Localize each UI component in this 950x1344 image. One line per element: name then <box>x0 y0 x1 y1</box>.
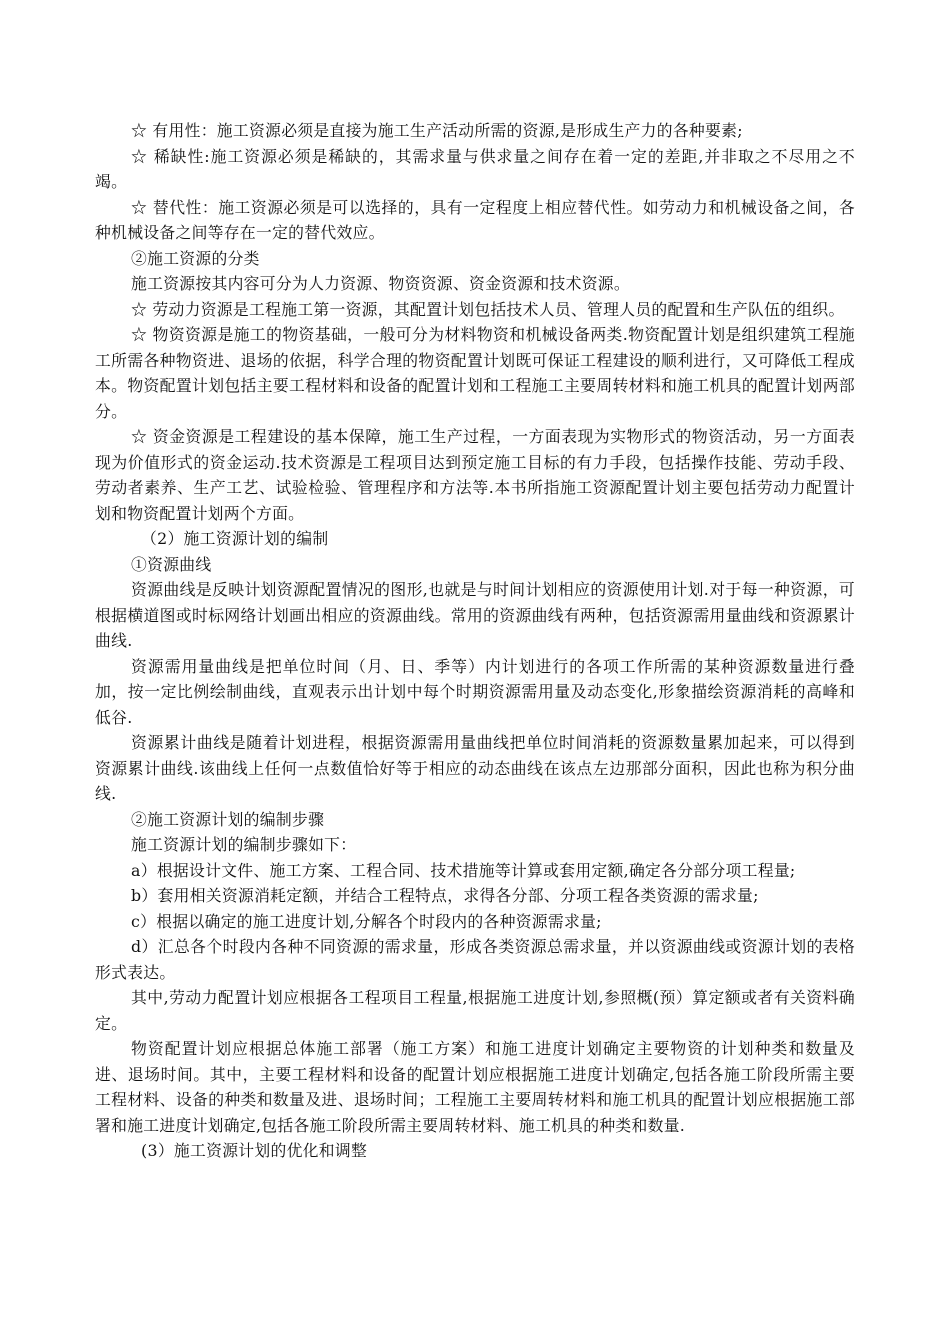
heading-compilation-steps: ②施工资源计划的编制步骤 <box>131 809 325 829</box>
paragraph-substitutability: ☆ 替代性：施工资源必须是可以选择的，具有一定程度上相应替代性。如劳动力和机械设备之间，各种机械设备之间等存在一定的替代效应。 <box>95 197 855 242</box>
heading-resource-classification: ②施工资源的分类 <box>131 248 260 268</box>
paragraph-material-resource: ☆ 物资资源是施工的物资基础，一般可分为材料物资和机械设备两类.物资配置计划是组织建筑工程施工所需各种物资进、退场的依据，科学合理的物资配置计划既可保证工程建设的顺利进行，又可降低工程成本。物资配置计划包括主要工程材料和设备的配置计划和工程施工主要周转材料和施工机具的配置计划两部分。 <box>95 325 855 421</box>
paragraph-steps-intro: 施工资源计划的编制步骤如下： <box>131 835 357 854</box>
paragraph-usefulness: ☆ 有用性：施工资源必须是直接为施工生产活动所需的资源,是形成生产力的各种要素; <box>131 121 743 140</box>
heading-optimization: (3）施工资源计划的优化和调整 <box>141 1141 368 1160</box>
paragraph-labor-plan: 其中,劳动力配置计划应根据各工程项目工程量,根据施工进度计划,参照概(预）算定额或者有关资料确定。 <box>95 988 855 1033</box>
paragraph-capital-resource: ☆ 资金资源是工程建设的基本保障，施工生产过程，一方面表现为实物形式的物资活动，另一方面表现为价值形式的资金运动.技术资源是工程项目达到预定施工目标的有力手段，包括操作技能、劳动手段、劳动者素养、生产工艺、试验检验、管理程序和方法等.本书所指施工资源配置计划主要包括劳动力配置计划和物资配置计划两个方面。 <box>95 427 855 523</box>
paragraph-classification-intro: 施工资源按其内容可分为人力资源、物资资源、资金资源和技术资源。 <box>131 274 631 293</box>
paragraph-scarcity: ☆ 稀缺性:施工资源必须是稀缺的，其需求量与供求量之间存在着一定的差距,并非取之不尽用之不竭。 <box>95 146 855 191</box>
paragraph-resource-curve: 资源曲线是反映计划资源配置情况的图形,也就是与时间计划相应的资源使用计划.对于每一种资源，可根据横道图或时标网络计划画出相应的资源曲线。常用的资源曲线有两种，包括资源需用量曲线和资源累计曲线. <box>95 580 855 650</box>
paragraph-material-plan: 物资配置计划应根据总体施工部署（施工方案）和施工进度计划确定主要物资的计划种类和数量及进、退场时间。其中，主要工程材料和设备的配置计划应根据施工进度计划确定,包括各施工阶段所需主要工程材料、设备的种类和数量及进、退场时间；工程施工主要周转材料和施工机具的配置计划应根据施工部署和施工进度计划确定,包括各施工阶段所需主要周转材料、施工机具的种类和数量. <box>95 1039 855 1135</box>
list-item-step-d: d）汇总各个时段内各种不同资源的需求量，形成各类资源总需求量，并以资源曲线或资源计划的表格形式表达。 <box>95 937 855 982</box>
paragraph-cumulative-curve: 资源累计曲线是随着计划进程，根据资源需用量曲线把单位时间消耗的资源数量累加起来，可以得到资源累计曲线.该曲线上任何一点数值恰好等于相应的动态曲线在该点左边那部分面积，因此也称为积分曲线. <box>95 733 855 803</box>
paragraph-demand-curve: 资源需用量曲线是把单位时间（月、日、季等）内计划进行的各项工作所需的某种资源数量进行叠加，按一定比例绘制曲线，直观表示出计划中每个时期资源需用量及动态变化,形象描绘资源消耗的高峰和低谷. <box>95 656 855 727</box>
paragraph-labor-resource: ☆ 劳动力资源是工程施工第一资源，其配置计划包括技术人员、管理人员的配置和生产队伍的组织。 <box>131 299 845 319</box>
heading-resource-curve: ①资源曲线 <box>131 554 212 574</box>
list-item-step-b: b）套用相关资源消耗定额，并结合工程特点，求得各分部、分项工程各类资源的需求量; <box>131 886 759 905</box>
heading-resource-plan-compilation: （2）施工资源计划的编制 <box>141 529 329 548</box>
list-item-step-c: c）根据以确定的施工进度计划,分解各个时段内的各种资源需求量; <box>131 911 602 931</box>
list-item-step-a: a）根据设计文件、施工方案、工程合同、技术措施等计算或套用定额,确定各分部分项工程量; <box>131 860 796 880</box>
